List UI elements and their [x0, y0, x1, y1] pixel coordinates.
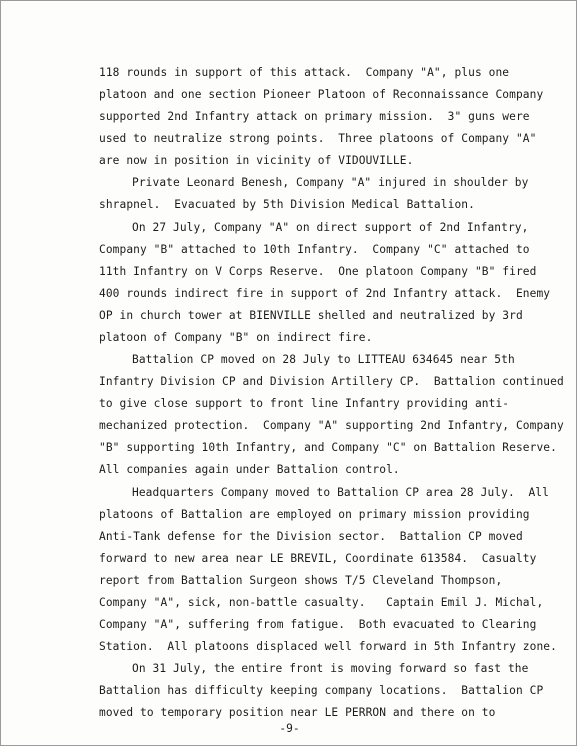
text-line: On 31 July, the entire front is moving forward so fast the — [132, 662, 529, 675]
text-line: are now in position in vicinity of VIDOUVILLE. — [99, 154, 414, 167]
text-line: platoon of Company "B" on indirect fire. — [99, 331, 373, 344]
text-line: Station. All platoons displaced well forward in 5th Infantry zone. — [99, 640, 557, 653]
text-line: 400 rounds indirect fire in support of 2nd Infantry attack. Enemy — [99, 287, 551, 300]
text-line: to give close support to front line Infantry providing anti- — [99, 397, 510, 410]
text-line: forward to new area near LE BREVIL, Coordinate 613584. Casualty — [99, 552, 537, 565]
text-line: Battalion has difficulty keeping company locations. Battalion CP — [99, 684, 544, 697]
text-line: Company "A", sick, non-battle casualty. Captain Emil J. Michal, — [99, 596, 544, 609]
text-line: supported 2nd Infantry attack on primary mission. 3" guns were — [99, 110, 530, 123]
text-line: Headquarters Company moved to Battalion CP area 28 July. All — [132, 486, 549, 499]
text-line: report from Battalion Surgeon shows T/5 Cleveland Thompson, — [99, 574, 503, 587]
text-line: Company "B" attached to 10th Infantry. Company "C" attached to — [99, 243, 530, 256]
text-line: Battalion CP moved on 28 July to LITTEAU 634645 near 5th — [132, 353, 515, 366]
text-line: platoons of Battalion are employed on primary mission providing — [99, 508, 530, 521]
text-line: "B" supporting 10th Infantry, and Company "C" on Battalion Reserve. — [99, 441, 557, 454]
text-line: shrapnel. Evacuated by 5th Division Medical Battalion. — [99, 198, 475, 211]
text-line: platoon and one section Pioneer Platoon of Reconnaissance Company — [99, 88, 544, 101]
text-line: 118 rounds in support of this attack. Company "A", plus one — [99, 66, 510, 79]
text-line: 11th Infantry on V Corps Reserve. One platoon Company "B" fired — [99, 265, 537, 278]
text-line: Anti-Tank defense for the Division sector. Battalion CP moved — [99, 530, 523, 543]
text-line: On 27 July, Company "A" on direct support of 2nd Infantry, — [132, 221, 529, 234]
text-line: Infantry Division CP and Division Artillery CP. Battalion continued — [99, 375, 564, 388]
text-line: Company "A", suffering from fatigue. Both evacuated to Clearing — [99, 618, 537, 631]
text-line: All companies again under Battalion control. — [99, 463, 400, 476]
text-line: OP in church tower at BIENVILLE shelled and neutralized by 3rd — [99, 309, 523, 322]
page-number: -9- — [279, 722, 300, 735]
text-line: moved to temporary position near LE PERRON and there on to — [99, 706, 496, 719]
text-line: mechanized protection. Company "A" supporting 2nd Infantry, Company — [99, 419, 564, 432]
text-line: Private Leonard Benesh, Company "A" injured in shoulder by — [132, 176, 529, 189]
text-line: used to neutralize strong points. Three platoons of Company "A" — [99, 132, 537, 145]
